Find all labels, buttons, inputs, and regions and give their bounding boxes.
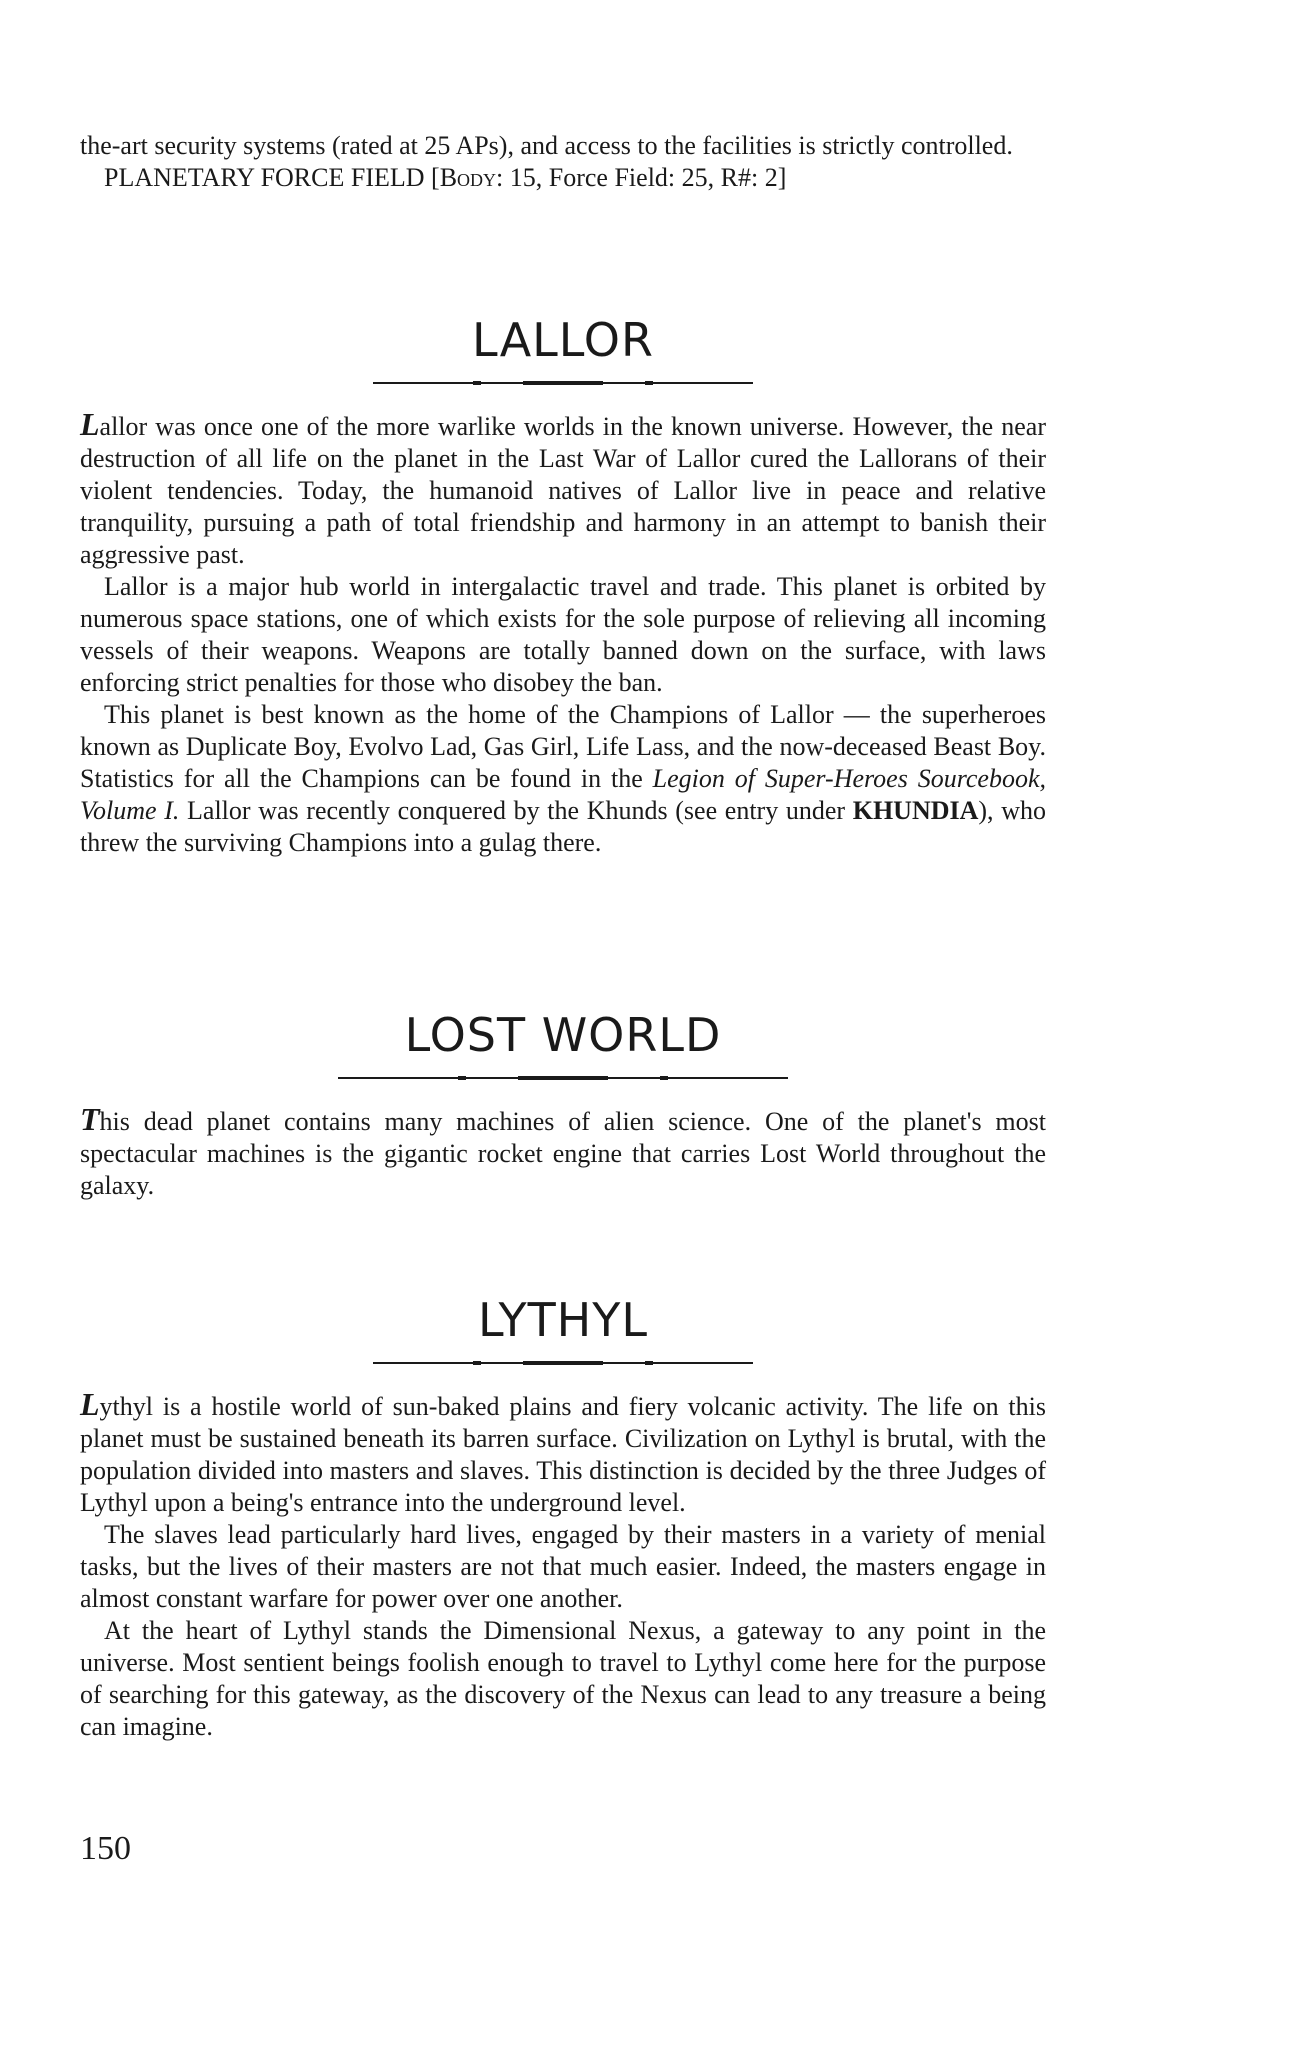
lallor-p3-a: This planet is best known as the home of the Champions of Lallor — the superheroes known as Duplicate Boy, Evolvo Lad, Gas Girl, Life Lass, and the now-deceased Beast Boy. Statistics for all the Champions can be found in the — [80, 700, 1046, 793]
intro-section — [80, 130, 1046, 194]
force-field-label: PLANETARY FORCE FIELD [ — [104, 163, 440, 192]
sourcebook-title: Legion of Super-Heroes Sourcebook, Volume I. — [80, 764, 1046, 825]
lallor-paragraph-3 — [80, 699, 1046, 859]
lythyl-paragraph-2: The slaves lead particularly hard lives, engaged by their masters in a variety of menial tasks, but the lives of their masters are not that much easier. Indeed, the masters engage in almost constant warfare for power over one another. — [80, 1520, 1046, 1613]
lallor-paragraph-2: Lallor is a major hub world in intergalactic travel and trade. This planet is orbited by numerous space stations, one of which exists for the sole purpose of relieving all incoming vessels of their weapons. Weapons are totally banned down on the surface, with laws enforcing strict penalties for those who disobey the ban. — [80, 572, 1046, 697]
lost-world-dropcap: T — [80, 1101, 100, 1137]
lost-world-section — [80, 1005, 1046, 1202]
force-field-line — [80, 162, 1046, 194]
page-number: 150 — [80, 1830, 131, 1867]
lallor-dropcap: L — [80, 406, 100, 442]
lost-world-title: LOST WORLD — [404, 1008, 722, 1062]
ornamental-rule — [373, 1358, 753, 1368]
lallor-p3-c: ), who threw the surviving Champions into a gulag there. — [80, 796, 1046, 857]
lallor-p1-text: allor was once one of the more warlike worlds in the known universe. However, the near destruction of all life on the planet in the Last War of Lallor cured the Lallorans of their violent tendencies. Today, the humanoid natives of Lallor live in peace and relative tranquility, pursuing a path of total friendship and harmony in an attempt to banish their aggressive past. — [80, 412, 1046, 569]
force-field-body: Body — [439, 163, 497, 192]
lost-world-p1-text: his dead planet contains many machines of alien science. One of the planet's most spectacular machines is the gigantic rocket engine that carries Lost World throughout the galaxy. — [80, 1107, 1046, 1200]
lythyl-p1-text: ythyl is a hostile world of sun-baked plains and fiery volcanic activity. The life on this planet must be sustained beneath its barren surface. Civilization on Lythyl is brutal, with the population divided into masters and slaves. This distinction is decided by the three Judges of Lythyl upon a being's entrance into the underground level. — [80, 1392, 1046, 1517]
lallor-title: LALLOR — [472, 313, 654, 367]
ornamental-rule — [373, 378, 753, 388]
lallor-paragraph-1 — [80, 408, 1046, 571]
force-field-rest: : 15, Force Field: 25, R#: 2] — [496, 163, 787, 192]
ornamental-rule — [338, 1073, 788, 1083]
lythyl-title: LYTHYL — [477, 1293, 649, 1347]
lythyl-paragraph-1 — [80, 1388, 1046, 1519]
lost-world-paragraph-1 — [80, 1103, 1046, 1202]
lythyl-paragraph-3: At the heart of Lythyl stands the Dimensional Nexus, a gateway to any point in the universe. Most sentient beings foolish enough to travel to Lythyl come here for the purpose of searching for this gateway, as the discovery of the Nexus can lead to any treasure a being can imagine. — [80, 1616, 1046, 1741]
lallor-p3-b: Lallor was recently conquered by the Khunds (see entry under — [179, 796, 853, 825]
intro-fragment: the-art security systems (rated at 25 APs), and access to the facilities is strictly controlled. — [80, 131, 1013, 160]
lythyl-section — [80, 1290, 1046, 1743]
khundia-crossref: KHUNDIA — [852, 796, 979, 825]
lallor-section — [80, 310, 1046, 859]
lythyl-dropcap: L — [80, 1386, 100, 1422]
